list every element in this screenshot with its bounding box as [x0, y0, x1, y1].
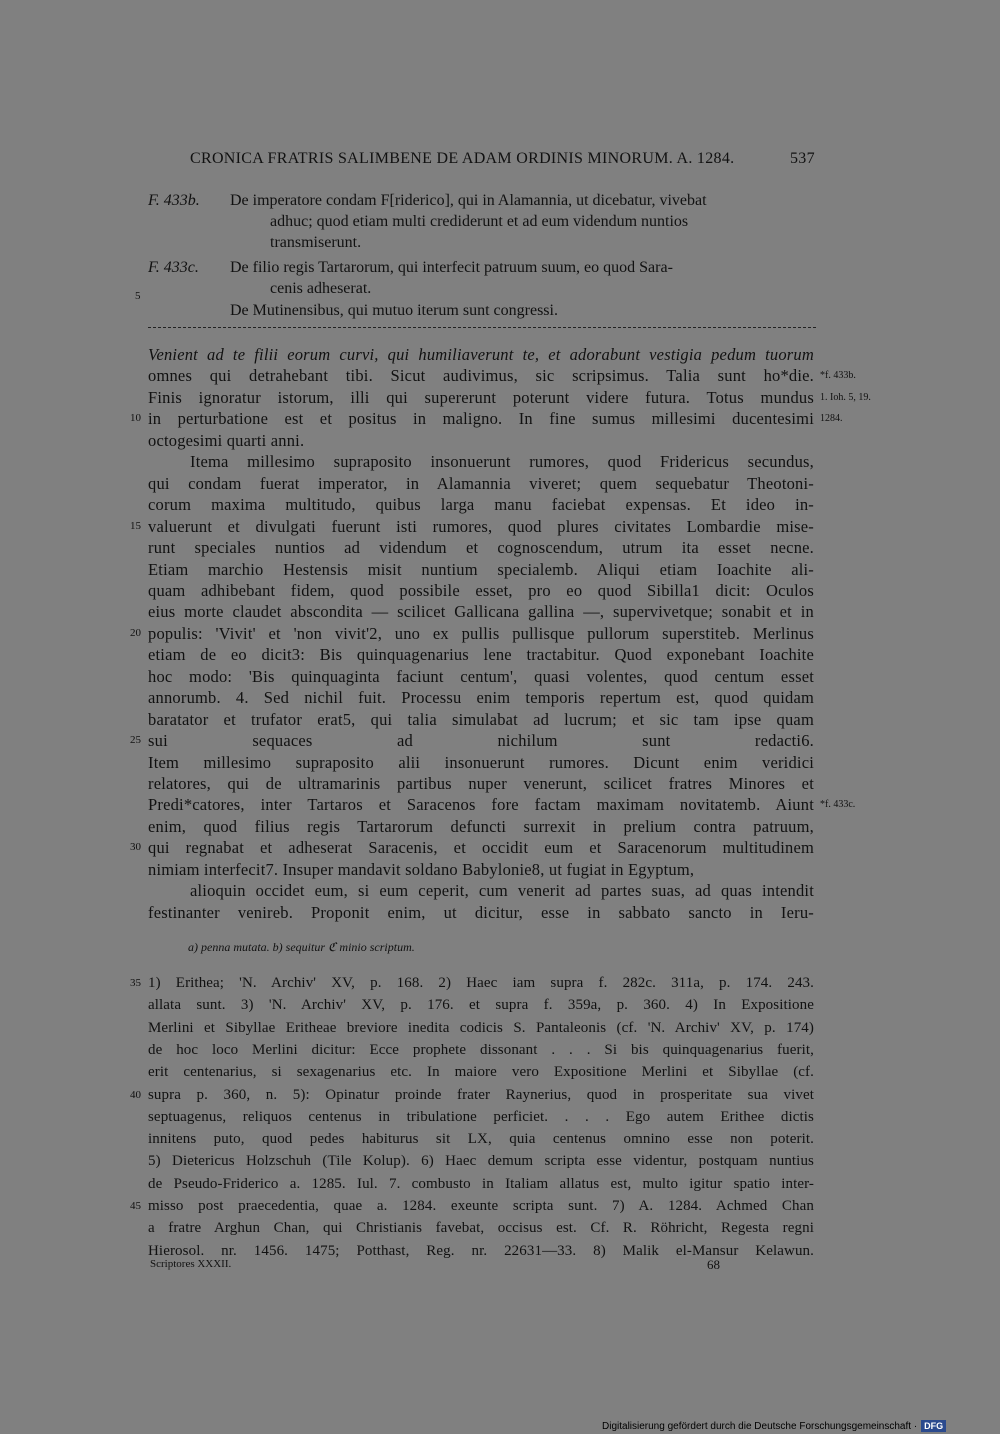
footnote-line: misso post praecedentia, quae a. 1284. exeunte scripta sunt. 7) A. 1284. Achmed Chan	[148, 1198, 814, 1214]
line-number: 10	[130, 412, 141, 424]
toc-line: cenis adheserat.	[270, 280, 372, 297]
body-line: baratator et trufator erat5, qui talia simulabat ad lucrum; et sic tam ipse quam	[148, 710, 814, 729]
body-line: Itema millesimo supraposito insonuerunt rumores, quod Fridericus secundus,	[190, 452, 814, 471]
body-line: Finis ignoratur istorum, illi qui supererunt poterunt videre futura. Totus mundus	[148, 388, 814, 407]
body-line: eius morte claudet abscondita — scilicet Gallicana gallina —, supervivetque; sonabit et in	[148, 602, 814, 621]
running-header	[190, 150, 820, 168]
body-line: quam adhibebant fidem, quod possibile esset, pro eo quod Sibilla1 dicit: Oculos	[148, 581, 814, 600]
toc-line: De Mutinensibus, qui mutuo iterum sunt congressi.	[230, 302, 558, 319]
toc-folio-ref: F. 433b.	[148, 192, 200, 209]
toc-folio-ref: F. 433c.	[148, 259, 199, 276]
footnote-line: de Pseudo-Friderico a. 1285. Iul. 7. combusto in Italiam allatus est, multo igitur spatio inter-	[148, 1176, 814, 1192]
toc-text	[230, 190, 818, 253]
toc-line: transmiserunt.	[270, 234, 362, 251]
footnote-line: erit centenarius, si sexagenarius etc. In maiore vero Expositione Merlini et Sibyllae (cf.	[148, 1064, 814, 1080]
body-line: Etiam marchio Hestensis misit nuntium specialemb. Aliqui etiam Ioachite ali-	[148, 560, 814, 579]
sheet-number: 68	[707, 1257, 720, 1272]
toc-line: adhuc; quod etiam multi crediderunt et ad eum videndum nuntios	[270, 213, 689, 230]
body-line: valuerunt et divulgati fuerunt isti rumores, quod plures civitates Lombardie mise-	[148, 517, 814, 536]
toc-line: De filio regis Tartarorum, qui interfecit patruum suum, eo quod Sara-	[230, 259, 673, 276]
footnote-line: Hierosol. nr. 1456. 1475; Potthast, Reg. nr. 22631—33. 8) Malik el-Mansur Kelawun.	[148, 1243, 814, 1259]
footnote-line: a fratre Arghun Chan, qui Christianis favebat, occisus est. Cf. R. Röhricht, Regesta regni	[148, 1220, 814, 1236]
line-number: 35	[130, 977, 141, 989]
line-number: 5	[135, 290, 141, 302]
body-line: Venient ad te filii eorum curvi, qui humiliaverunt te, et adorabunt vestigia pedum tuorum	[148, 345, 814, 364]
section-divider	[148, 327, 816, 328]
toc-text	[230, 257, 818, 299]
body-line: qui regnabat et adheserat Saracenis, et occidit eum et Saracenorum multitudinem	[148, 838, 814, 857]
body-line: nimiam interfecit7. Insuper mandavit soldano Babylonie8, ut fugiat in Egyptum,	[148, 860, 695, 879]
body-line: Predi*catores, inter Tartaros et Saracenos fore factam maximam novitatemb. Aiunt	[148, 795, 814, 814]
footnote-line: 1) Erithea; 'N. Archiv' XV, p. 168. 2) Haec iam supra f. 282c. 311a, p. 174. 243.	[148, 975, 814, 991]
footnote-line: 5) Dietericus Holzschuh (Tile Kolup). 6) Haec demum scripta esse videntur, postquam nuntius	[148, 1153, 814, 1169]
footnote-line: innitens puto, quod pedes habiturus sit LX, quia centenus omnino esse non poterit.	[148, 1131, 814, 1147]
footnote-line: allata sunt. 3) 'N. Archiv' XV, p. 176. et supra f. 359a, p. 360. 4) In Expositione	[148, 997, 814, 1013]
margin-note: 1284.	[820, 413, 843, 424]
body-line: relatores, qui de ultramarinis partibus nuper venerunt, scilicet fratres Minores et	[148, 774, 814, 793]
line-number: 30	[130, 841, 141, 853]
body-line: octogesimi quarti anni.	[148, 431, 305, 450]
body-line: etiam de eo dicit3: Bis quinquagenarius lene tractabitur. Quod exponebant Ioachite	[148, 645, 814, 664]
footnote-line: de hoc loco Merlini dicitur: Ecce prophete dissonant . . . Si bis quinquagenarius fuerit,	[148, 1042, 814, 1058]
toc-line: De imperatore condam F[riderico], qui in Alamannia, ut dicebatur, vivebat	[230, 192, 707, 209]
margin-note: *f. 433b.	[820, 370, 856, 381]
body-line: sui sequaces ad nichilum sunt redacti6.	[148, 731, 814, 750]
footnote-line: septuagenus, reliquos centenus in tribulatione perficiet. . . . Ego autem Erithee dictis	[148, 1109, 814, 1125]
body-line: alioquin occidet eum, si eum ceperit, cum venerit ad partes suas, ad quas intendit	[190, 881, 814, 900]
critical-apparatus: a) penna mutata. b) sequitur ℭ minio scriptum.	[188, 940, 415, 954]
signature-mark: Scriptores XXXII.	[150, 1258, 232, 1270]
toc-text	[230, 300, 818, 321]
funding-banner	[602, 1419, 946, 1433]
footnote-line: supra p. 360, n. 5): Opinatur proinde frater Raynerius, quod in prosperitate sua vivet	[148, 1087, 814, 1103]
margin-note: 1. Ioh. 5, 19.	[820, 392, 871, 403]
body-line: qui condam fuerat imperator, in Alamannia viveret; quem sequebatur Theotoni-	[148, 474, 814, 493]
page-number: 537	[790, 150, 815, 167]
header-title: CRONICA FRATRIS SALIMBENE DE ADAM ORDINIS MINORUM. A. 1284.	[190, 150, 735, 167]
body-line: in perturbatione est et positus in maligno. In fine sumus millesimi ducentesimi	[148, 409, 814, 428]
body-line: Item millesimo supraposito alii insonuerunt rumores. Dicunt enim veridici	[148, 753, 814, 772]
body-line: annorumb. 4. Sed nichil fuit. Processu enim temporis repertum est, quod quidam	[148, 688, 814, 707]
line-number: 45	[130, 1200, 141, 1212]
line-number: 15	[130, 520, 141, 532]
body-line: runt speciales nuntios ad videndum et cognoscendum, utrum ita esset necne.	[148, 538, 814, 557]
body-line: enim, quod filius regis Tartarorum defuncti surrexit in prelium contra patruum,	[148, 817, 814, 836]
line-number: 20	[130, 627, 141, 639]
body-line: festinanter venireb. Proponit enim, ut dicitur, esse in sabbato sancto in Ieru-	[148, 903, 814, 922]
body-line: hoc modo: 'Bis quinquaginta faciunt centum', quasi volentes, quod centum esset	[148, 667, 814, 686]
body-line: omnes qui detrahebant tibi. Sicut audivimus, sic scripsimus. Talia sunt ho*die.	[148, 366, 814, 385]
dfg-logo: DFG	[921, 1420, 946, 1432]
funding-text: Digitalisierung gefördert durch die Deutsche Forschungsgemeinschaft ·	[602, 1420, 918, 1432]
margin-note: *f. 433c.	[820, 799, 856, 810]
line-number: 40	[130, 1089, 141, 1101]
body-line: populis: 'Vivit' et 'non vivit'2, uno ex pullis pullisque pullorum superstiteb. Merlinus	[148, 624, 814, 643]
body-line: corum maxima multitudo, quibus larga manu faciebat expensas. Et ideo in-	[148, 495, 814, 514]
footnote-line: Merlini et Sibyllae Eritheae breviore inedita codicis S. Pantaleonis (cf. 'N. Archiv' XV, p. 174)	[148, 1020, 814, 1036]
line-number: 25	[130, 734, 141, 746]
